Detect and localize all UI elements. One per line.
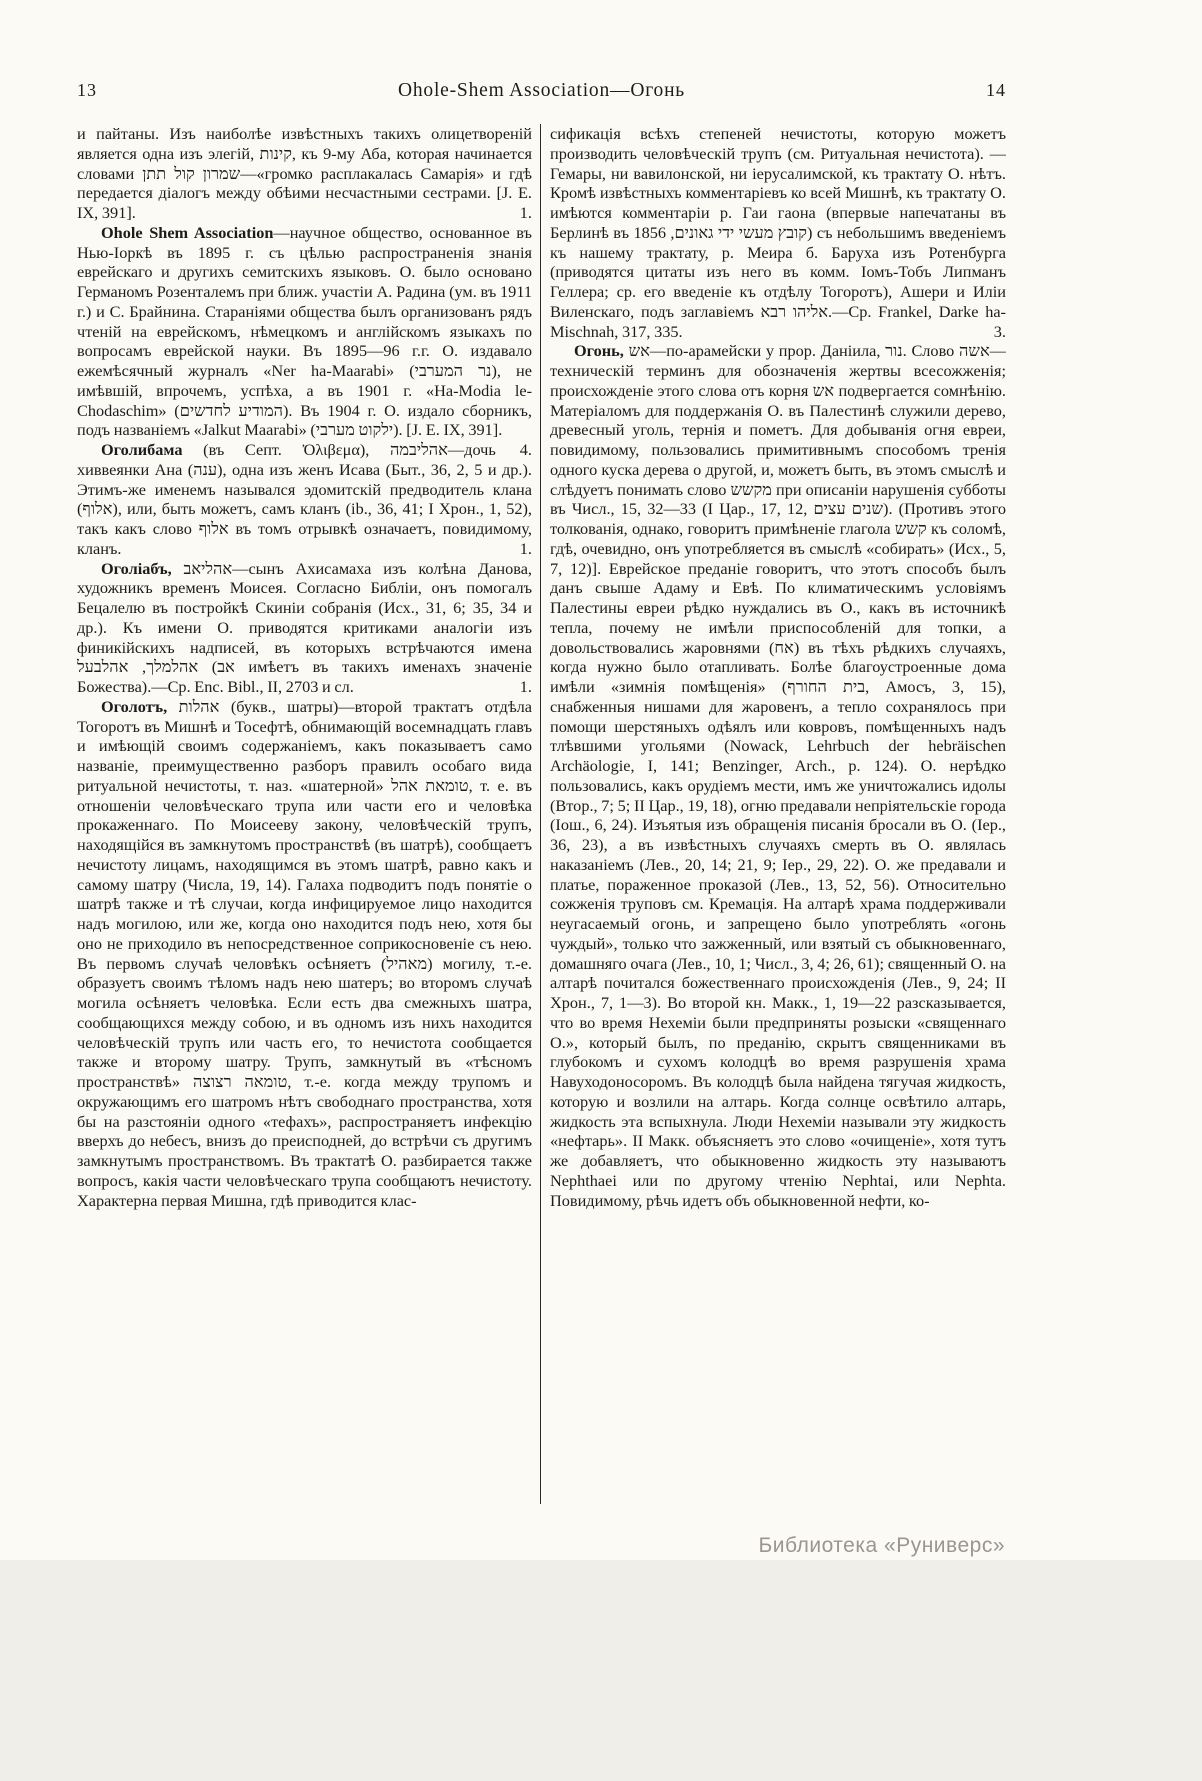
watermark: Библиотека «Руниверс» <box>758 1534 1005 1557</box>
author-signature: 1. <box>519 677 532 696</box>
entry-headword: Оголотъ, <box>101 696 168 716</box>
paragraph: Огонь, אש—по-арамейски у прор. Даніила, נור. Слово אשה—техническій терминъ для обозначенія жертвы всесожженія; происхожденіе этого слова отъ корня אש подвергается сомнѣнію. Матеріаломъ для поддержанія О. въ Палестинѣ служили дерево, древесный уголь, тернія и пометъ. Для добыванія огня евреи, повидимому, пользовались примитивнымъ способомъ тренія одного куска дерева о другой, и, можетъ быть, въ этомъ смыслѣ и слѣдуетъ понимать слово מקשש при описаніи нарушенія субботы въ Числ., 15, 32—33 (I Цар., 17, 12, שנים עצים). (Противъ этого толкованія, однако, говоритъ примѣненіе глагола קשש къ соломѣ, гдѣ, очевидно, онъ употребляется въ смыслѣ «собирать» (Исх., 5, 7, 12)]. Еврейское преданіе говоритъ, что этотъ способъ былъ данъ свыше Адаму и Евѣ. По климатическимъ условіямъ Палестины евреи рѣдко нуждались въ О., какъ въ источникѣ тепла, почему не имѣли приспособленій для топки, а довольствовались жаровнями (אח) въ тѣхъ рѣдкихъ случаяхъ, когда нужно было отапливать. Болѣе благоустроенные дома имѣли «зимнія помѣщенія» (בית החורף, Амосъ, 3, 15), снабженныя нишами для жаровенъ, а тепло сохранялось при помощи шерстяныхъ одѣялъ или ковровъ, помѣщенныхъ надъ тлѣвшими угольями (Nowack, Lehrbuch der hebräischen Archäologie, I, 141; Benzinger, Arch., p. 124). О. нерѣдко пользовались, какъ орудіемъ мести, имъ же уничтожались идолы (Втор., 7; 5; II Цар., 19, 18), огню предавали непріятельскіе города (Іош., 6, 24). Изъятыя изъ обращенія писанія бросали въ О. (Іер., 36, 23), а въ извѣстныхъ случаяхъ смерть въ О. являлась наказаніемъ (Лев., 20, 14; 21, 9; Іер., 29, 22). О. же предавали и платье, пораженное проказой (Лев., 13, 52, 56). Относительно сожженія труповъ см. Кремація. На алтарѣ храма поддерживали неугасаемый огонь, и запрещено было употреблять «огонь чуждый», только что зажженный, или взятый съ обыкновеннаго, домашняго очага (Лев., 10, 1; Числ., 3, 4; 26, 61); священный О. на алтарѣ почитался божественнаго происхожденія (Лев., 9, 24; II Хрон., 7, 1—3). Во второй кн. Макк., 1, 19—22 разсказывается, что во время Нехеміи были предприняты розыски «священнаго О.», который былъ, по преданію, скрытъ священниками въ глубокомъ и сухомъ колодцѣ во время разрушенія храма Навуходоносоромъ. Въ колодцѣ была найдена тягучая жидкость, которую и возлили на алтарь. Когда солнце освѣтило алтарь, жидкость эта вспыхнула. Люди Нехеміи называли эту жидкость «нефтарь». II Макк. объясняетъ это слово «очищеніе», хотя тутъ же добавляетъ, что обыкновенно жидкость эту называютъ Nephthaei или по другому чтенію Nephtai, или Nephta. Повидимому, рѣчь идетъ объ обыкновенной нефти, ко- <box>550 341 1006 1210</box>
running-head <box>77 80 1006 102</box>
column-right <box>550 124 1006 1504</box>
page-number-left: 13 <box>77 80 97 100</box>
author-signature: 4. <box>519 440 532 459</box>
author-signature: 1. <box>519 538 532 558</box>
paragraph: и пайтаны. Изъ наиболѣе извѣстныхъ такихъ олицетвореній является одна изъ элегій, קינות, къ 9-му Аба, которая начинается словами שמרון קול תתן—«громко расплакалась Самарія» и гдѣ передается діалогъ между обѣими несчастными сестрами. [J. E. IX, 391]. 1. <box>77 124 532 222</box>
paragraph: Оголіабъ, אהליאב—сынъ Ахисамаха изъ колѣна Данова, художникъ временъ Моисея. Согласно Библіи, онъ помогалъ Бецалелю въ постройкѣ Скиніи собранія (Исх., 31, 6; 35, 34 и др.). Къ имени О. приводятся критиками аналогіи изъ финикійскихъ надписей, въ которыхъ встрѣчаются имена אהלמלך, אהלבעל (אב имѣетъ въ такихъ именахъ значеніе Божества).—Ср. Enc. Bibl., II, 2703 и сл. 1. <box>77 558 532 696</box>
entry-headword: Огонь, <box>574 341 624 361</box>
page-title: Ohole-Shem Association—Огонь <box>397 80 685 101</box>
page-number-right: 14 <box>985 80 1006 100</box>
scan-bottom-band <box>0 1560 1202 1781</box>
paragraph: Оголибама (въ Септ. Ὀλιβεμα), אהליבמה—дочь хиввеянки Ана (ענה), одна изъ женъ Исава (Быт., 36, 2, 5 и др.). Этимъ-же именемъ назывался эдомитскій предводитель клана (אלוף), или, быть можетъ, самъ кланъ (ib., 36, 41; I Хрон., 1, 52), такъ какъ слово אלוף въ томъ отрывкѣ означаетъ, повидимому, кланъ. 1. <box>77 440 532 558</box>
author-signature: 1. <box>519 203 532 222</box>
entry-headword: Оголіабъ, <box>101 558 172 578</box>
paragraph: сификація всѣхъ степеней нечистоты, которую можетъ производить человѣческій трупъ (см. Ритуальная нечистота). — Гемары, ни вавилонской, ни іерусалимской, къ трактату О. нѣтъ. Кромѣ извѣстныхъ комментаріевъ ко всей Мишнѣ, къ трактату О. имѣются комментаріи р. Гаи гаона (впервые напечатаны въ Берлинѣ въ קובץ מעשי ידי גאונים, 1856) съ небольшимъ введеніемъ къ нашему трактату, р. Меира б. Баруха изъ Ротенбурга (приводятся цитаты изъ него въ комм. Іомъ-Тобъ Липманъ Геллера; ср. его введеніе къ отдѣлу Тогоротъ), Ашери и Иліи Виленскаго, подъ заглавіемъ אליהו רבא.—Ср. Frankel, Darke ha-Mischnah, 317, 335. 3. <box>550 124 1006 341</box>
entry-headword: Оголибама <box>101 440 183 459</box>
column-divider <box>540 124 541 1504</box>
entry-headword: Ohole Shem Association <box>101 222 274 242</box>
column-left <box>77 124 532 1504</box>
author-signature: 3. <box>993 321 1006 341</box>
text-block <box>77 124 1006 1504</box>
paragraph: Оголотъ, אהלות (букв., шатры)—второй трактатъ отдѣла Тогоротъ въ Мишнѣ и Тосефтѣ, обнимающій восемнадцать главъ и имѣющій своимъ содержаніемъ, какъ показываетъ само названіе, преимущественно разборъ правилъ особаго вида ритуальной нечистоты, т. наз. «шатерной» טומאת אהל, т. е. въ отношеніи человѣческаго трупа или части его и человѣка прокаженнаго. По Моисееву закону, человѣческій трупъ, находящійся въ замкнутомъ пространствѣ (въ шатрѣ), сообщаетъ нечистоту лицамъ, находящимся въ этомъ шатрѣ, равно какъ и самому шатру (Числа, 19, 14). Галаха подводитъ подъ понятіе о шатрѣ также и тѣ случаи, когда инфицируемое лицо находится надъ могилою, или же, когда оно находится подъ нею, хотя бы оно не приходило въ непосредственное соприкосновеніе съ нею. Въ первомъ случаѣ человѣкъ осѣняетъ (מאהיל) могилу, т.-е. образуетъ своимъ тѣломъ надъ нею шатеръ; во второмъ случаѣ могила осѣняетъ человѣка. Если есть два смежныхъ шатра, сообщающихся между собою, и въ одномъ изъ нихъ находится человѣческій трупъ или часть его, то нечистота сообщается также и второму шатру. Трупъ, замкнутый въ «тѣсномъ пространствѣ» טומאה רצוצה, т.-е. когда между трупомъ и окружающимъ его шатромъ нѣтъ свободнаго пространства, хотя бы на разстояніи одного «тефахъ», распространяетъ инфекцію вверхъ до небесъ, внизъ до преисподней, до встрѣчи съ другимъ замкнутымъ пространствомъ. Въ трактатѣ О. разбирается также вопросъ, какія части человѣческаго трупа сообщаютъ нечистоту. Характерна первая Мишна, гдѣ приводится клас- <box>77 696 532 1210</box>
paragraph: Ohole Shem Association—научное общество, основанное въ Нью-Іоркѣ въ 1895 г. съ цѣлью распространенія знанія еврейскаго и другихъ семитскихъ языковъ. О. было основано Германомъ Розенталемъ при ближ. участіи А. Радина (ум. въ 1911 г.) и С. Брайнина. Стараніями общества былъ организованъ рядъ чтеній на еврейскомъ, нѣмецкомъ и англійскомъ языкахъ по вопросамъ еврейской науки. Въ 1895—96 г.г. О. издавало ежемѣсячный журналъ «Ner ha-Maarabi» (נר המערבי), не имѣвшій, впрочемъ, успѣха, а въ 1901 г. «Ha-Modia le-Chodaschim» (המודיע לחדשים). Въ 1904 г. О. издало сборникъ, подъ названіемъ «Jalkut Maarabi» (ילקוט מערבי). [J. E. IX, 391]. 4. <box>77 222 532 459</box>
